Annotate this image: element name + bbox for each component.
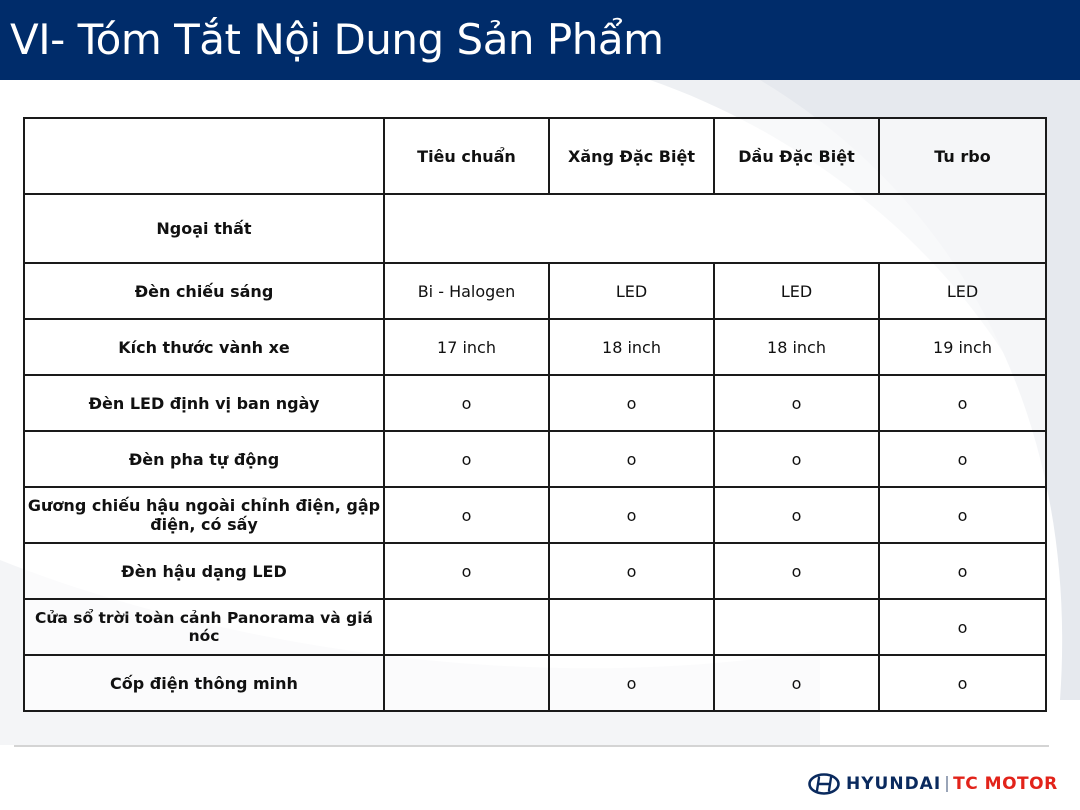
row-label: Cốp điện thông minh — [24, 655, 384, 711]
section-label: Ngoại thất — [24, 194, 384, 263]
table-cell: o — [714, 487, 879, 543]
table-cell: LED — [714, 263, 879, 319]
table-cell: o — [384, 375, 549, 431]
table-cell: LED — [879, 263, 1046, 319]
table-cell: o — [879, 431, 1046, 487]
table-cell: o — [714, 375, 879, 431]
table-cell: o — [714, 655, 879, 711]
table-cell: o — [384, 543, 549, 599]
header-corner-cell — [24, 118, 384, 194]
brand-name: HYUNDAI — [846, 774, 942, 794]
table-cell: o — [549, 375, 714, 431]
column-header: Tu rbo — [879, 118, 1046, 194]
table-cell: o — [714, 543, 879, 599]
slide-header — [0, 0, 1080, 80]
table-cell: o — [714, 431, 879, 487]
table-cell: o — [384, 487, 549, 543]
table-cell — [384, 655, 549, 711]
table-cell: o — [549, 543, 714, 599]
table-row — [24, 599, 1046, 655]
row-label: Cửa sổ trời toàn cảnh Panorama và giá nóc — [24, 599, 384, 655]
section-row — [24, 194, 1046, 263]
table-row — [24, 543, 1046, 599]
table-cell — [549, 599, 714, 655]
row-label: Đèn chiếu sáng — [24, 263, 384, 319]
logo-separator — [946, 776, 948, 792]
footer-logo — [808, 772, 1058, 796]
table-cell: o — [384, 431, 549, 487]
row-label: Đèn pha tự động — [24, 431, 384, 487]
hyundai-logo-icon — [808, 773, 840, 795]
table-cell: 18 inch — [549, 319, 714, 375]
table-cell: o — [879, 599, 1046, 655]
table-row — [24, 319, 1046, 375]
table-cell: 17 inch — [384, 319, 549, 375]
table-cell: o — [879, 543, 1046, 599]
table-cell — [714, 599, 879, 655]
column-header: Tiêu chuẩn — [384, 118, 549, 194]
spec-table — [23, 117, 1047, 712]
row-label: Đèn LED định vị ban ngày — [24, 375, 384, 431]
table-cell: 18 inch — [714, 319, 879, 375]
section-empty-cell — [384, 194, 1046, 263]
dealer-name: TC MOTOR — [953, 774, 1058, 794]
row-label: Gương chiếu hậu ngoài chỉnh điện, gập điện, có sấy — [24, 487, 384, 543]
column-header: Xăng Đặc Biệt — [549, 118, 714, 194]
table-cell: Bi - Halogen — [384, 263, 549, 319]
table-cell: o — [549, 655, 714, 711]
row-label: Kích thước vành xe — [24, 319, 384, 375]
table-cell: o — [879, 375, 1046, 431]
row-label: Đèn hậu dạng LED — [24, 543, 384, 599]
table-header-row — [24, 118, 1046, 194]
column-header: Dầu Đặc Biệt — [714, 118, 879, 194]
table-cell: o — [549, 487, 714, 543]
table-cell: o — [879, 487, 1046, 543]
table-cell — [384, 599, 549, 655]
footer-divider — [14, 745, 1049, 747]
table-row — [24, 263, 1046, 319]
table-row — [24, 487, 1046, 543]
table-cell: LED — [549, 263, 714, 319]
table-row — [24, 655, 1046, 711]
table-row — [24, 431, 1046, 487]
table-cell: 19 inch — [879, 319, 1046, 375]
slide-title: VI- Tóm Tắt Nội Dung Sản Phẩm — [10, 15, 664, 64]
table-cell: o — [879, 655, 1046, 711]
table-cell: o — [549, 431, 714, 487]
table-row — [24, 375, 1046, 431]
